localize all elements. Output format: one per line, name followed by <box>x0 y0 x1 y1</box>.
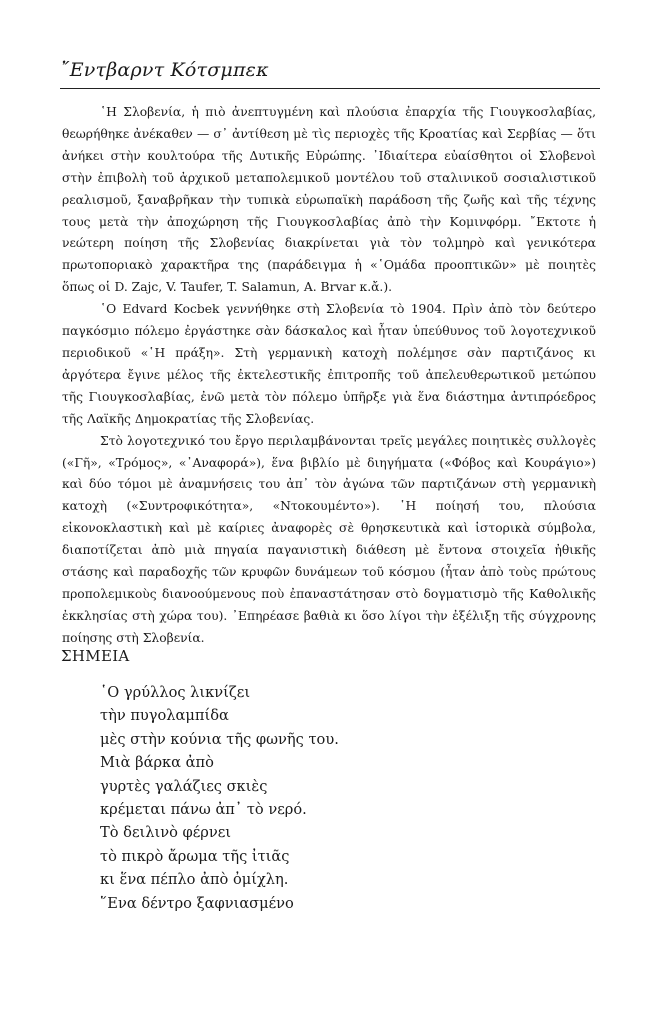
introduction-text <box>62 102 596 650</box>
poem-title: ΣΗΜΕΙΑ <box>61 647 130 665</box>
poem-line: Μιὰ βάρκα ἀπὸ <box>100 754 214 772</box>
paragraph-works: Στὸ λογοτεχνικό του ἔργο περιλαμβάνονται τρεῖς μεγάλες ποιητικὲς συλλογὲς («Γῆ», «Τρόμος», «᾽Αναφορά»), ἕνα βιβλίο μὲ διηγήματα («Φόβος καὶ Κουράγιο») καὶ δύο τόμοι μὲ ἀναμνήσεις του ἀπ᾽ τὸν ἀγώνα τῶν παρτιζάνων στὴ γερμανικὴ κατοχὴ («Συντροφικότητα», «Ντοκουμέντο»). ῾Η ποίησή του, πλούσια εἰκονοκλαστικὴ καὶ μὲ καίριες ἀναφορὲς σὲ θρησκευτικὰ καὶ ἱστορικὰ σύμβολα, διαποτίζεται ἀπὸ μιὰ πηγαία παγανιστικὴ διάθεση μὲ ἔντονα στοιχεῖα ἠθικῆς στάσης καὶ παραδοχῆς τῶν κρυφῶν δυνάμεων τοῦ κόσμου (ἦταν ἀπὸ τοὺς πρώτους προπολεμικοὺς διανοούμενους ποὺ ἐπαναστάτησαν στὸ δογματισμὸ τῆς Καθολικῆς ἐκκλησίας στὴ χώρα του). ᾽Επηρέασε βαθιὰ κι ὅσο λίγοι τὴν ἐξέλιξη τῆς σύγχρονης ποίησης στὴ Σλοβενία. <box>62 433 596 645</box>
poem-line: τὴν πυγολαμπίδα <box>100 707 229 725</box>
poem-line: τὸ πικρὸ ἄρωμα τῆς ἰτιᾶς <box>100 847 290 865</box>
poem-line: ῾Ο γρύλλος λικνίζει <box>100 684 251 701</box>
poem-line: κι ἕνα πέπλο ἀπὸ ὀμίχλη. <box>100 871 289 889</box>
poem-line: ῞Ενα δέντρο ξαφνιασμένο <box>100 894 294 912</box>
paragraph-biography: ῾Ο Edvard Kocbek γεννήθηκε στὴ Σλοβενία τὸ 1904. Πρὶν ἀπὸ τὸν δεύτερο παγκόσμιο πόλεμο ἐργάστηκε σὰν δάσκαλος καὶ ἦταν ὑπεύθυνος τοῦ λογοτεχνικοῦ περιοδικοῦ «῾Η πράξη». Στὴ γερμανικὴ κατοχὴ πολέμησε σὰν παρτιζάνος κι ἀργότερα ἔγινε μέλος τῆς ἐκτελεστικῆς ἐπιτροπῆς τοῦ ἀπελευθερωτικοῦ μετώπου τῆς Γιουγκοσλαβίας, ἐνῶ μετὰ τὸν πόλεμο ὑπῆρξε γιὰ ἕνα διάστημα ἀντιπρόεδρος τῆς Λαϊκῆς Δημοκρατίας τῆς Σλοβενίας. <box>62 302 596 426</box>
poem <box>100 681 339 915</box>
poem-line: Τὸ δειλινὸ φέρνει <box>100 824 232 842</box>
poem-line: μὲς στὴν κούνια τῆς φωνῆς του. <box>100 730 339 748</box>
running-head: ῎Εντβαρντ Κότσμπεκ <box>60 59 269 81</box>
header-rule <box>60 88 600 89</box>
poem-line: γυρτὲς γαλάζιες σκιὲς <box>100 777 268 795</box>
poem-line: κρέμεται πάνω ἀπ᾽ τὸ νερό. <box>100 801 307 819</box>
paragraph-slovenia: ῾Η Σλοβενία, ἡ πιὸ ἀνεπτυγμένη καὶ πλούσια ἐπαρχία τῆς Γιουγκοσλαβίας, θεωρήθηκε ἀνέκαθεν — σ᾽ ἀντίθεση μὲ τὶς περιοχὲς τῆς Κροατίας καὶ Σερβίας — ὅτι ἀνήκει στὴν κουλτούρα τῆς Δυτικῆς Εὐρώπης. ᾽Ιδιαίτερα εὐαίσθητοι οἱ Σλοβενοὶ στὴν ἐπιβολὴ τοῦ ἀρχικοῦ μεταπολεμικοῦ μοντέλου τοῦ σταλινικοῦ σοσιαλιστικοῦ ρεαλισμοῦ, ξαναβρῆκαν τὴν τυπικὰ εὐρωπαϊκὴ παράδοση τῆς ζωῆς καὶ τῆς τέχνης τους μετὰ τὴν ἀποχώρηση τῆς Γιουγκοσλαβίας ἀπὸ τὴν Κομινφόρμ. ῎Εκτοτε ἡ νεώτερη ποίηση τῆς Σλοβενίας διακρίνεται γιὰ τὸν τολμηρὸ καὶ γενικότερα πρωτοποριακὸ χαρακτῆρα της (παράδειγμα ἡ «῾Ομάδα προοπτικῶν» μὲ ποιητὲς ὅπως οἱ D. Zajc, V. Taufer, T. Salamun, A. Brvar κ.ἄ.). <box>62 105 596 295</box>
